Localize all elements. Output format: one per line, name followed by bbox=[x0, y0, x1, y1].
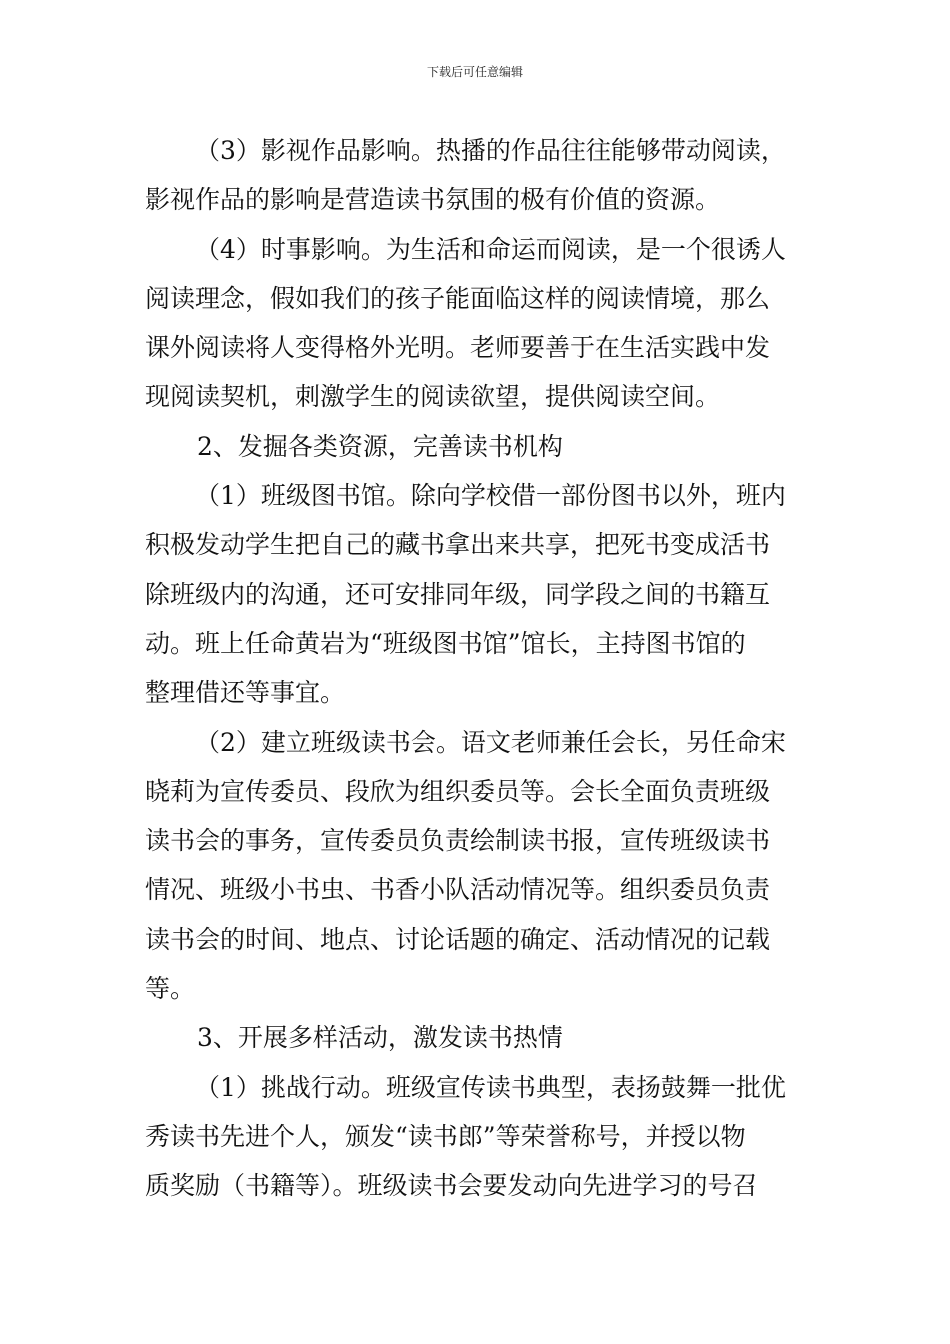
text-line: 整理借还等事宜。 bbox=[145, 678, 346, 708]
text-line: 课外阅读将人变得格外光明。老师要善于在生活实践中发 bbox=[145, 333, 771, 363]
text-line: 秀读书先进个人，颁发“读书郎”等荣誉称号，并授以物 bbox=[145, 1121, 746, 1151]
text-line: （1）班级图书馆。除向学校借一部份图书以外，班内 bbox=[195, 481, 786, 511]
text-line: 积极发动学生把自己的藏书拿出来共享，把死书变成活书 bbox=[145, 530, 771, 560]
text-line: 质奖励（书籍等）。班级读书会要发动向先进学习的号召 bbox=[145, 1171, 758, 1201]
text-line: 读书会的事务，宣传委员负责绘制读书报，宣传班级读书 bbox=[145, 826, 771, 856]
text-line: 阅读理念，假如我们的孩子能面临这样的阅读情境，那么 bbox=[145, 283, 771, 313]
text-line: 读书会的时间、地点、讨论话题的确定、活动情况的记载 bbox=[145, 924, 771, 954]
section-heading: 3、开展多样活动，激发读书热情 bbox=[197, 1023, 563, 1053]
text-line: （2）建立班级读书会。语文老师兼任会长，另任命宋 bbox=[195, 727, 786, 757]
text-line: （4）时事影响。为生活和命运而阅读，是一个很诱人 bbox=[195, 234, 786, 264]
text-line: 情况、班级小书虫、书香小队活动情况等。组织委员负责 bbox=[145, 875, 771, 905]
text-line: 除班级内的沟通，还可安排同年级，同学段之间的书籍互 bbox=[145, 579, 771, 609]
text-line: 影视作品的影响是营造读书氛围的极有价值的资源。 bbox=[145, 185, 721, 215]
text-line: （1）挑战行动。班级宣传读书典型，表扬鼓舞一批优 bbox=[195, 1072, 786, 1102]
page-header-note: 下载后可任意编辑 bbox=[426, 65, 523, 79]
text-line: 动。班上任命黄岩为“班级图书馆”馆长，主持图书馆的 bbox=[145, 628, 746, 658]
text-line: 晓莉为宣传委员、段欣为组织委员等。会长全面负责班级 bbox=[145, 776, 771, 806]
text-line: （3）影视作品影响。热播的作品往往能够带动阅读， bbox=[195, 136, 786, 165]
text-line: 现阅读契机，刺激学生的阅读欲望，提供阅读空间。 bbox=[145, 382, 721, 412]
document-body bbox=[145, 126, 810, 1211]
text-line: 等。 bbox=[145, 974, 196, 1004]
section-heading: 2、发掘各类资源，完善读书机构 bbox=[197, 431, 563, 461]
